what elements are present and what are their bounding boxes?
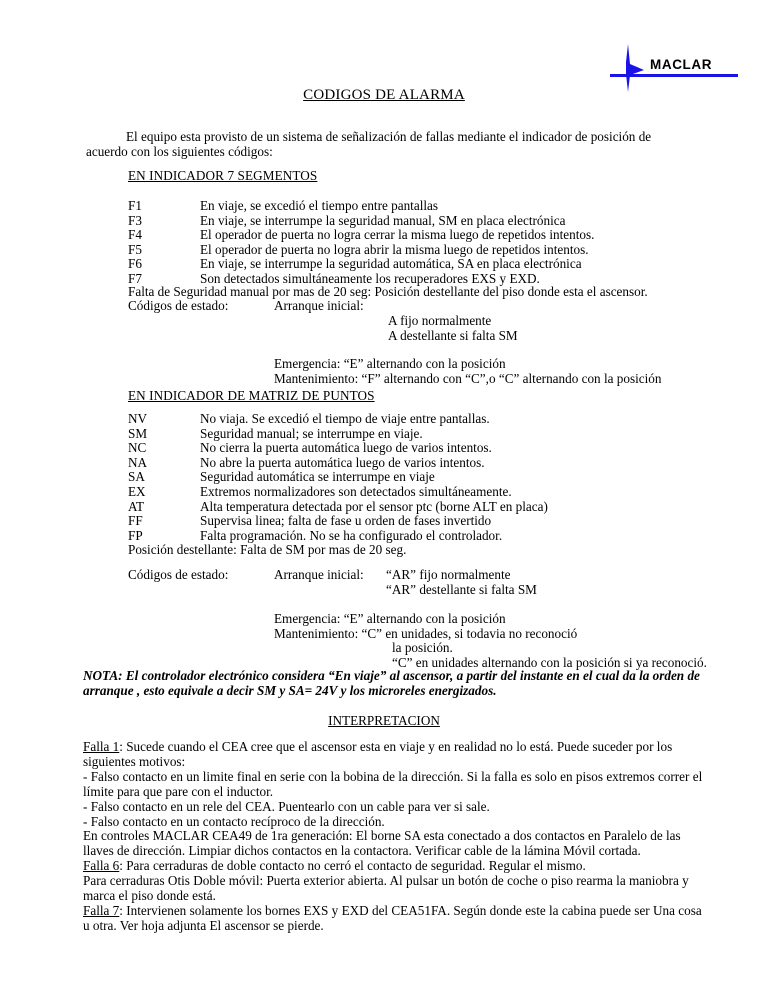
mantenimiento-line-continuation: la posición.	[392, 640, 453, 656]
mantenimiento-line: Mantenimiento: “F” alternando con “C”,o “C” alternando con la posición	[274, 370, 662, 386]
falla-6-paragraph	[83, 859, 705, 874]
falla-7-text: : Intervienen solamente los bornes EXS y EXD del CEA51FA. Según donde este la cabina puede ser Una cosa u otra. Ver hoja adjunta El ascensor se pierde.	[83, 902, 702, 933]
falla-6-text: : Para cerraduras de doble contacto no cerró el contacto de seguridad. Regular el mismo.	[119, 858, 586, 874]
code-description: En viaje, se excedió el tiempo entre pantallas	[200, 198, 439, 213]
page-title	[0, 87, 768, 104]
code-description: Alta temperatura detectada por el sensor ptc (borne ALT en placa)	[200, 498, 548, 514]
code-label: F1	[128, 198, 142, 213]
interpretacion-heading	[0, 713, 768, 729]
code-description: No viaja. Se excedió el tiempo de viaje entre pantallas.	[200, 411, 490, 426]
code-label: FP	[128, 527, 143, 543]
code-label: SM	[128, 425, 148, 441]
logo-brand-text: MACLAR	[650, 57, 713, 72]
code-list-matriz-puntos	[128, 412, 548, 543]
nota-paragraph: NOTA: El controlador electrónico considera “En viaje” al ascensor, a partir del instante en el cual da la orden de arranque , esto equivale a decir SM y SA= 24V y los microreles energizados.	[83, 668, 700, 699]
bullet-item: - Falso contacto en un limite final en serie con la bobina de la dirección. Si la falla es solo en pisos extremos correr el límite para que pare con el inductor.	[83, 768, 703, 799]
code-description: No abre la puerta automática luego de varios intentos.	[200, 454, 485, 470]
logo-arrow-icon	[622, 44, 644, 92]
code-row	[128, 214, 594, 229]
emergencia-line: Emergencia: “E” alternando con la posición	[274, 356, 506, 371]
status-codes-label: Códigos de estado:	[128, 298, 229, 313]
falla-6-label: Falla 6	[83, 858, 120, 874]
code-list-7-segmentos	[128, 199, 594, 287]
arranque-value-normal: A fijo normalmente	[388, 313, 492, 328]
section-heading-7-segmentos	[128, 168, 317, 184]
maclar-logo	[608, 44, 738, 92]
code-description: Falta programación. No se ha configurado el controlador.	[200, 527, 503, 543]
arranque-inicial-label: Arranque inicial:	[274, 567, 364, 582]
code-description: Son detectados simultáneamente los recuperadores EXS y EXD.	[200, 270, 540, 286]
code-label: F5	[128, 241, 142, 257]
arranque-value-normal: “AR” fijo normalmente	[386, 567, 511, 582]
code-row	[128, 228, 594, 243]
falla-7-label: Falla 7	[83, 902, 120, 918]
section-heading-matriz-puntos	[128, 388, 375, 404]
code-label: NV	[128, 411, 148, 426]
arranque-inicial-label: Arranque inicial:	[274, 298, 364, 313]
code-row	[128, 257, 594, 272]
code-label: AT	[128, 498, 145, 514]
code-label: NC	[128, 440, 147, 456]
falla-1-label: Falla 1	[83, 739, 120, 754]
arranque-value-sin-sm: A destellante si falta SM	[388, 327, 518, 343]
arranque-value-sin-sm: “AR” destellante si falta SM	[386, 581, 537, 597]
page-title-text: CODIGOS DE ALARMA	[303, 87, 465, 103]
code-label: F3	[128, 212, 142, 228]
code-description: Seguridad automática se interrumpe en viaje	[200, 469, 435, 485]
code-row	[128, 441, 548, 456]
code-row	[128, 412, 548, 427]
mantenimiento-line-three: “C” en unidades alternando con la posición si ya reconoció.	[392, 654, 707, 670]
bullet-item: - Falso contacto en un contacto recíproco de la dirección.	[83, 813, 385, 829]
code-label: F6	[128, 256, 142, 272]
status-codes-label: Códigos de estado:	[128, 567, 229, 582]
posicion-destellante-line: Posición destellante: Falta de SM por mas de 20 seg.	[128, 542, 407, 557]
falta-seguridad-line-7-segmentos: Falta de Seguridad manual por mas de 20 seg: Posición destellante del piso donde esta el ascensor.	[128, 284, 648, 299]
section-heading-matriz-puntos-text: EN INDICADOR DE MATRIZ DE PUNTOS	[128, 388, 375, 403]
code-row	[128, 456, 548, 471]
code-description: El operador de puerta no logra abrir la misma luego de repetidos intentos.	[200, 241, 589, 257]
code-label: EX	[128, 483, 146, 499]
code-label: FF	[128, 513, 143, 529]
code-description: En viaje, se interrumpe la seguridad automática, SA en placa electrónica	[200, 256, 582, 272]
mantenimiento-line: Mantenimiento: “C” en unidades, si todavia no reconoció	[274, 625, 578, 641]
code-description: Extremos normalizadores son detectados simultáneamente.	[200, 483, 512, 499]
falla-1-text: : Sucede cuando el CEA cree que el ascensor esta en viaje y en realidad no lo está. Puede suceder por los siguientes motivos:	[83, 739, 673, 769]
code-row	[128, 500, 548, 515]
code-label: NA	[128, 454, 148, 470]
interpretacion-body	[83, 740, 705, 934]
bullet-item: - Falso contacto en un rele del CEA. Puentearlo con un cable para ver si sale.	[83, 798, 490, 814]
code-label: F4	[128, 227, 142, 243]
intro-paragraph: El equipo esta provisto de un sistema de señalización de fallas mediante el indicador de posición de acuerdo con los siguientes códigos:	[86, 129, 652, 160]
code-row	[128, 485, 548, 500]
interpretacion-heading-text: INTERPRETACION	[328, 713, 440, 728]
code-label: F7	[128, 270, 142, 286]
code-row	[128, 243, 594, 258]
maclar-cea49-note: En controles MACLAR CEA49 de 1ra generación: El borne SA esta conectado a dos contactos en Paralelo de las llaves de dirección. Limpiar dichos contactos en la contactora. Verificar cable de la lámina Móvil cortada.	[83, 828, 681, 859]
falla-1-paragraph	[83, 740, 705, 770]
emergencia-line: Emergencia: “E” alternando con la posición	[274, 611, 506, 626]
code-description: Supervisa linea; falta de fase u orden de fases invertido	[200, 513, 492, 529]
falla-7-paragraph	[83, 904, 705, 934]
code-row	[128, 199, 594, 214]
code-description: Seguridad manual; se interrumpe en viaje.	[200, 425, 423, 441]
section-heading-7-segmentos-text: EN INDICADOR 7 SEGMENTOS	[128, 168, 318, 183]
falla-6-continuation: Para cerraduras Otis Doble móvil: Puerta exterior abierta. Al pulsar un botón de coche o piso rearma la maniobra y marca el piso donde está.	[83, 873, 689, 904]
code-description: El operador de puerta no logra cerrar la misma luego de repetidos intentos.	[200, 227, 595, 243]
code-row	[128, 427, 548, 442]
code-description: En viaje, se interrumpe la seguridad manual, SM en placa electrónica	[200, 212, 566, 228]
code-label: SA	[128, 469, 145, 485]
code-description: No cierra la puerta automática luego de varios intentos.	[200, 440, 492, 456]
code-row	[128, 514, 548, 529]
code-row	[128, 470, 548, 485]
